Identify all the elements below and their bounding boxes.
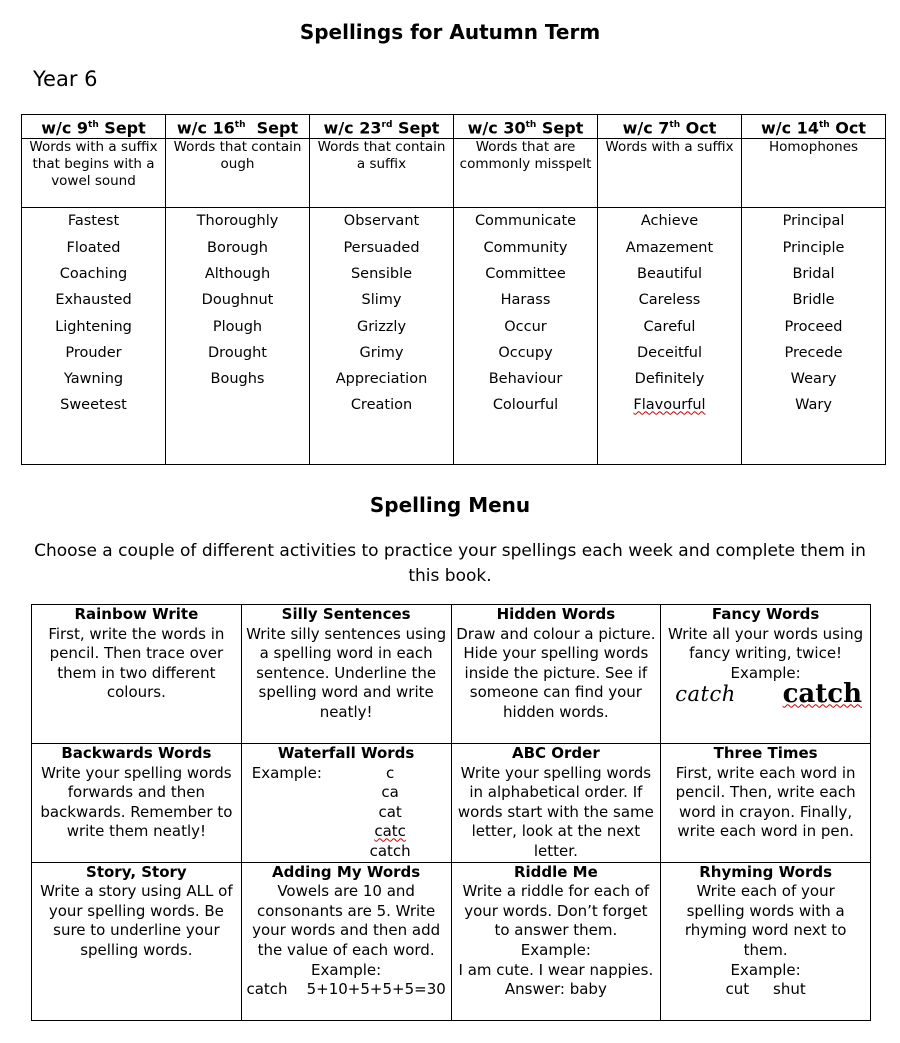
example-label: Example: [520,940,591,959]
spelling-word: Deceitful [636,344,703,361]
spelling-word: Behaviour [488,371,563,388]
example-label: Example: [311,960,382,979]
spelling-word: Persuaded [343,239,420,256]
week-header: w/c 7th Oct [598,115,742,139]
spelling-word: Lightening [55,318,132,335]
spelling-word: Communicate [474,213,577,230]
spelling-word: Boughs [210,371,265,388]
week-description: Words that are commonly misspelt [454,139,598,208]
menu-title: Spelling Menu [369,493,531,517]
activity-title: ABC Order [512,744,600,762]
week-header: w/c 30th Sept [454,115,598,139]
spelling-word: Doughnut [201,292,274,309]
activity-cell [32,605,242,744]
activity-cell [661,744,871,863]
spelling-word: Careful [643,318,696,335]
spelling-word: Community [483,239,568,256]
week-header: w/c 23rd Sept [310,115,454,139]
week-description: Words with a suffix [598,139,742,208]
spelling-word: Achieve [640,213,699,230]
example-label: Example: [730,663,801,682]
waterfall-line: c [386,763,395,782]
activity-title: Rainbow Write [74,605,199,623]
spelling-word: Slimy [361,292,402,309]
spelling-word: Wary [795,397,832,414]
spelling-word: Prouder [65,344,122,361]
year-label: Year 6 [33,67,98,91]
menu-instructions: Choose a couple of different activities to practice your spellings each week and complete them in this book. [34,541,866,586]
example-text: catch 5+10+5+5+5=30 [246,980,446,999]
spelling-word: Harass [500,292,551,309]
week-header: w/c 14th Oct [742,115,886,139]
spelling-menu-table [31,604,871,1021]
spelling-word: Amazement [625,239,714,256]
spelling-word: Flavourful [633,397,706,414]
document-title: Spellings for Autumn Term [299,20,601,44]
activity-body: Write each of your spelling words with a rhyming word next to them. [684,882,847,959]
activity-title: Story, Story [86,862,187,881]
spelling-word: Drought [208,344,267,361]
activity-title: Hidden Words [496,605,616,623]
spelling-word: Occupy [498,344,553,361]
spelling-word: Borough [207,239,268,256]
waterfall-line: catc [374,822,406,841]
activity-cell [451,862,661,1020]
plain-example-word: catch [675,682,736,707]
activity-body: Write a story using ALL of your spelling words. Be sure to underline your spelling words. [40,882,233,959]
activity-cell [241,862,451,1020]
spelling-word: Colourful [492,397,559,414]
activity-title: Silly Sentences [281,605,411,623]
example-label: Example: [251,763,322,782]
activity-cell [451,605,661,744]
activity-title: Adding My Words [272,862,421,881]
activity-cell [241,744,451,863]
week-description: Homophones [742,139,886,208]
spelling-word: Coaching [59,265,128,282]
activity-cell [451,744,661,863]
activity-title: Backwards Words [61,744,212,762]
spelling-word: Bridle [792,292,835,309]
spelling-word: Bridal [792,265,835,282]
example-label: Example: [730,960,801,979]
week-word-list [22,208,166,465]
activity-body: First, write the words in pencil. Then trace over them in two different colours. [48,624,225,702]
fancy-example-word: catch [782,679,862,710]
spelling-word: Sensible [350,265,413,282]
spelling-word: Grizzly [356,318,407,335]
spelling-word: Careless [638,292,701,309]
week-word-list [454,208,598,465]
week-word-list [598,208,742,465]
activity-cell [32,744,242,863]
spelling-word: Weary [790,371,837,388]
spelling-word: Creation [350,397,413,414]
activity-body: Write a riddle for each of your words. Don’t forget to answer them. [462,882,650,940]
spelling-word: Exhausted [55,292,132,309]
activity-cell [32,862,242,1020]
spelling-word: Sweetest [60,397,127,414]
spellings-table [21,114,886,465]
spelling-word: Yawning [63,371,124,388]
activity-cell [241,605,451,744]
example-text: I am cute. I wear nappies. [458,960,654,979]
spelling-word: Observant [343,213,420,230]
example-text: cut shut [725,980,806,999]
activity-body: Vowels are 10 and consonants are 5. Write your words and then add the value of each word. [252,882,441,959]
week-description: Words with a suffix that begins with a vowel sound [22,139,166,208]
activity-title: Three Times [713,744,818,762]
activity-cell [661,605,871,744]
spelling-word: Proceed [784,318,843,335]
activity-body: Draw and colour a picture. Hide your spelling words inside the picture. See if someone can find your hidden words. [456,624,656,721]
week-header: w/c 16th Sept [166,115,310,139]
spelling-word: Beautiful [637,265,702,282]
spelling-word: Grimy [359,344,404,361]
activity-body: First, write each word in pencil. Then, write each word in crayon. Finally, write each word in pen. [675,763,856,841]
spelling-word: Principle [782,239,845,256]
spelling-word: Floated [66,239,121,256]
activity-title: Waterfall Words [277,744,415,762]
activity-body: Write silly sentences using a spelling word in each sentence. Underline the spelling word and write neatly! [246,624,447,721]
activity-body: Write all your words using fancy writing, twice! [668,624,864,663]
activity-body: Write your spelling words forwards and then backwards. Remember to write them neatly! [40,763,233,841]
fancy-example [665,679,866,710]
week-description: Words that contain a suffix [310,139,454,208]
waterfall-line: ca [381,783,399,802]
week-word-list [310,208,454,465]
spelling-word: Committee [485,265,566,282]
activity-body: Write your spelling words in alphabetical order. If words start with the same letter, look at the next letter. [457,763,654,860]
activity-title: Riddle Me [513,862,598,881]
activity-cell [661,862,871,1020]
spelling-word: Appreciation [335,371,428,388]
spelling-word: Although [204,265,271,282]
spelling-word: Fastest [67,213,120,230]
week-header: w/c 9th Sept [22,115,166,139]
spelling-word: Definitely [634,371,705,388]
week-word-list [742,208,886,465]
spelling-word: Principal [782,213,845,230]
spelling-word: Thoroughly [196,213,279,230]
spelling-word: Occur [504,318,547,335]
waterfall-line: catch [369,841,411,860]
activity-title: Fancy Words [711,605,820,623]
activity-title: Rhyming Words [699,862,833,881]
week-description: Words that contain ough [166,139,310,208]
spelling-word: Plough [212,318,263,335]
week-word-list [166,208,310,465]
answer-text: Answer: baby [504,980,607,999]
waterfall-line: cat [378,802,402,821]
spelling-word: Precede [784,344,843,361]
